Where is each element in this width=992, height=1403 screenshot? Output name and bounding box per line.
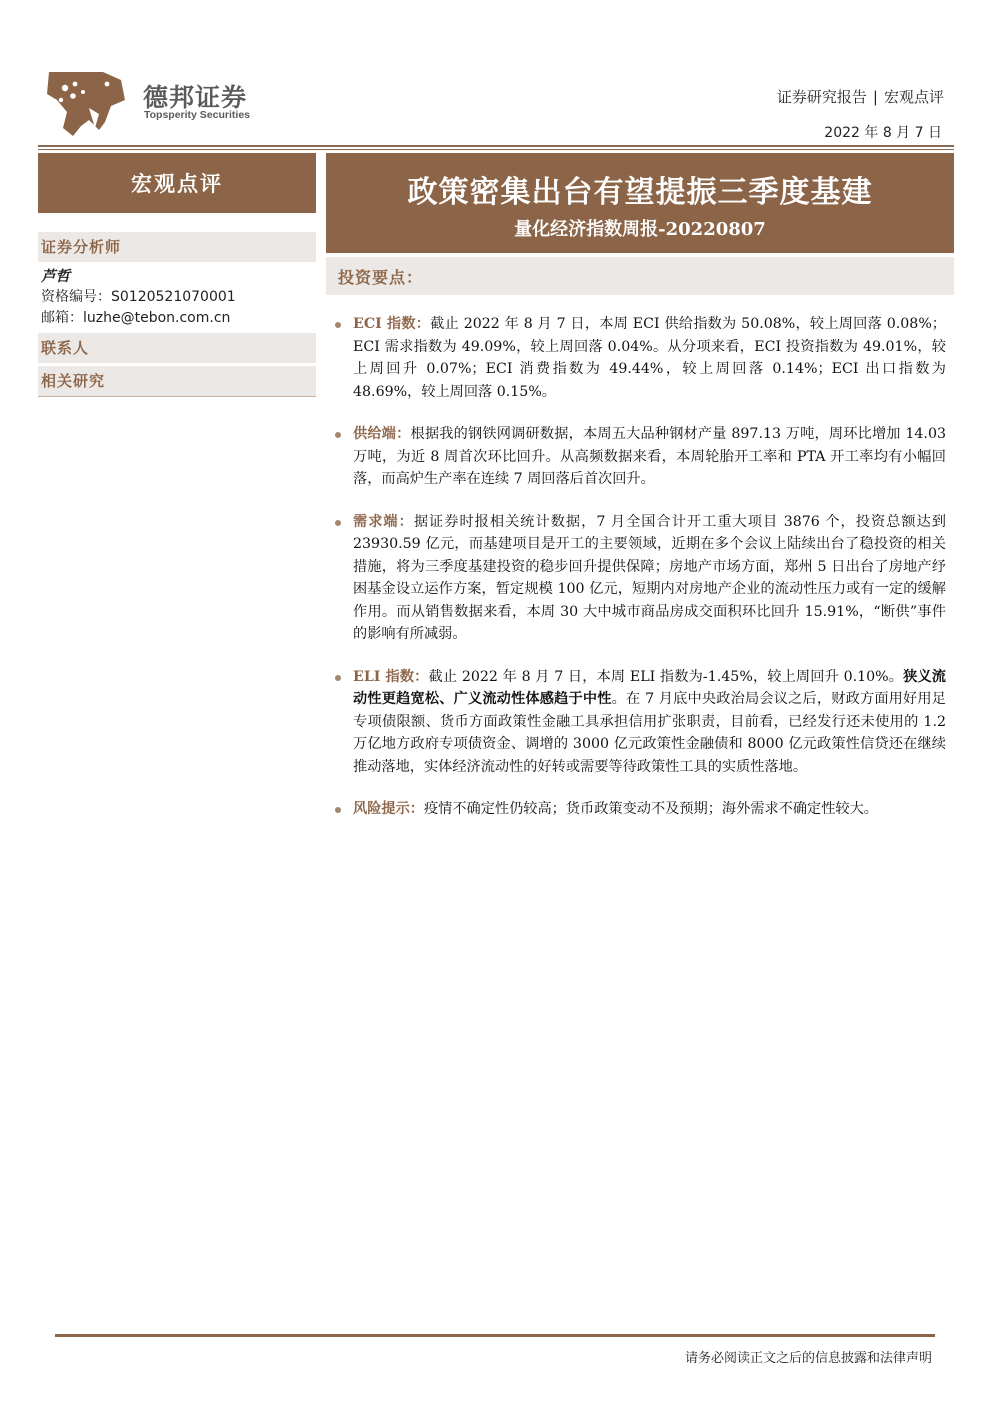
report-type: 证券研究报告	[776, 88, 867, 106]
key-points-header: 投资要点：	[338, 268, 424, 287]
bullet-dot-icon	[335, 675, 341, 681]
footer-disclaimer: 请务必阅读正文之后的信息披露和法律声明	[684, 1351, 932, 1366]
sidebar	[38, 232, 316, 397]
bullet-dot-icon	[335, 432, 341, 438]
bullet-risk	[334, 798, 946, 821]
related-research-header: 相关研究	[38, 366, 316, 396]
bullet-text: 截止 2022 年 8 月 7 日，本周 ECI 供给指数为 50.08%，较上周回落 0.08%；ECI 需求指数为 49.09%，较上周回落 0.04%。从分项来看，ECI 投资指数为 49.01%，较上周回升 0.07%；ECI 消费指数为 49.44%，较上周回落 0.14%；ECI 出口指数为 48.69%，较上周回落 0.15%。	[353, 316, 946, 400]
page-subtitle: 量化经济指数周报-20220807	[514, 219, 766, 240]
bullet-text: 根据我的钢铁网调研数据，本周五大品种钢材产量 897.13 万吨，周环比增加 14.03 万吨，为近 8 周首次环比回升。从高频数据来看，本周轮胎开工率和 PTA 开工率均有小幅回落，而高炉生产率在连续 7 周回落后首次回升。	[353, 426, 946, 487]
header-rule-thin	[38, 149, 954, 150]
bullet-emphasis: 狭义流动性更趋宽松、广义流动性体感趋于中性	[353, 668, 946, 707]
bullet-dot-icon	[335, 520, 341, 526]
key-points-bar	[326, 257, 954, 295]
report-type-line	[777, 86, 944, 107]
page-title: 政策密集出台有望提振三季度基建	[407, 175, 873, 210]
analyst-email[interactable]: 邮箱：luzhe@tebon.com.cn	[41, 310, 231, 326]
header-rule	[38, 145, 954, 147]
bullet-dot-icon	[335, 807, 341, 813]
key-points-list	[334, 313, 946, 841]
bullet-eci	[334, 313, 946, 403]
analyst-header: 证券分析师	[38, 232, 316, 262]
footer-rule	[55, 1334, 935, 1337]
analyst-name: 芦哲	[41, 268, 70, 285]
bullet-head: 风险提示：	[353, 801, 424, 817]
bullet-dot-icon	[335, 322, 341, 328]
bullet-eli	[334, 666, 946, 779]
bullet-head: ELI 指数：	[353, 668, 429, 685]
title-banner	[326, 153, 954, 253]
bullet-head: 需求端：	[353, 513, 414, 530]
company-name-en: Topsperity Securities	[144, 109, 251, 121]
report-date: 2022 年 8 月 7 日	[824, 125, 942, 141]
analyst-license: 资格编号：S0120521070001	[41, 289, 236, 305]
bullet-text: 。在 7 月底中央政治局会议之后，财政方面用好用足专项债限额、货币方面政策性金融工具承担信用扩张职责，目前看，已经发行还未使用的 1.2 万亿地方政府专项债资金、调增的 3000 亿元政策性金融债和 8000 亿元政策性信贷还在继续推动落地，实体经济流动性的好转或需要等待政策性工具的实质性落地。	[353, 691, 946, 775]
bullet-text: 据证券时报相关统计数据，7 月全国合计开工重大项目 3876 个，投资总额达到 23930.59 亿元，而基建项目是开工的主要领域，近期在多个会议上陆续出台了稳投资的相关措施，将为三季度基建投资的稳步回升提供保障；房地产市场方面，郑州 5 日出台了房地产纾困基金设立运作方案，暂定规模 100 亿元，短期内对房地产企业的流动性压力或有一定的缓解作用。而从销售数据来看，本周 30 大中城市商品房成交面积环比回升 15.91%，“断供”事件的影响有所减弱。	[353, 513, 946, 642]
bullet-head: 供给端：	[353, 426, 411, 442]
bullet-text: 疫情不确定性仍较高；货币政策变动不及预期；海外需求不确定性较大。	[423, 801, 878, 817]
sidebar-rule	[38, 396, 316, 397]
header-separator: |	[872, 88, 878, 106]
company-logo-icon	[45, 70, 125, 138]
contact-header: 联系人	[38, 333, 316, 363]
bullet-supply	[334, 423, 946, 491]
company-name-cn: 德邦证券	[143, 83, 248, 112]
category-banner-label: 宏观点评	[131, 171, 223, 196]
bullet-head: ECI 指数：	[353, 316, 431, 332]
report-category: 宏观点评	[883, 88, 944, 106]
bullet-demand	[334, 511, 946, 646]
analyst-info	[38, 262, 316, 333]
category-banner	[38, 153, 316, 213]
bullet-text: 截止 2022 年 8 月 7 日，本周 ELI 指数为-1.45%，较上周回升 0.10%。	[428, 668, 904, 685]
